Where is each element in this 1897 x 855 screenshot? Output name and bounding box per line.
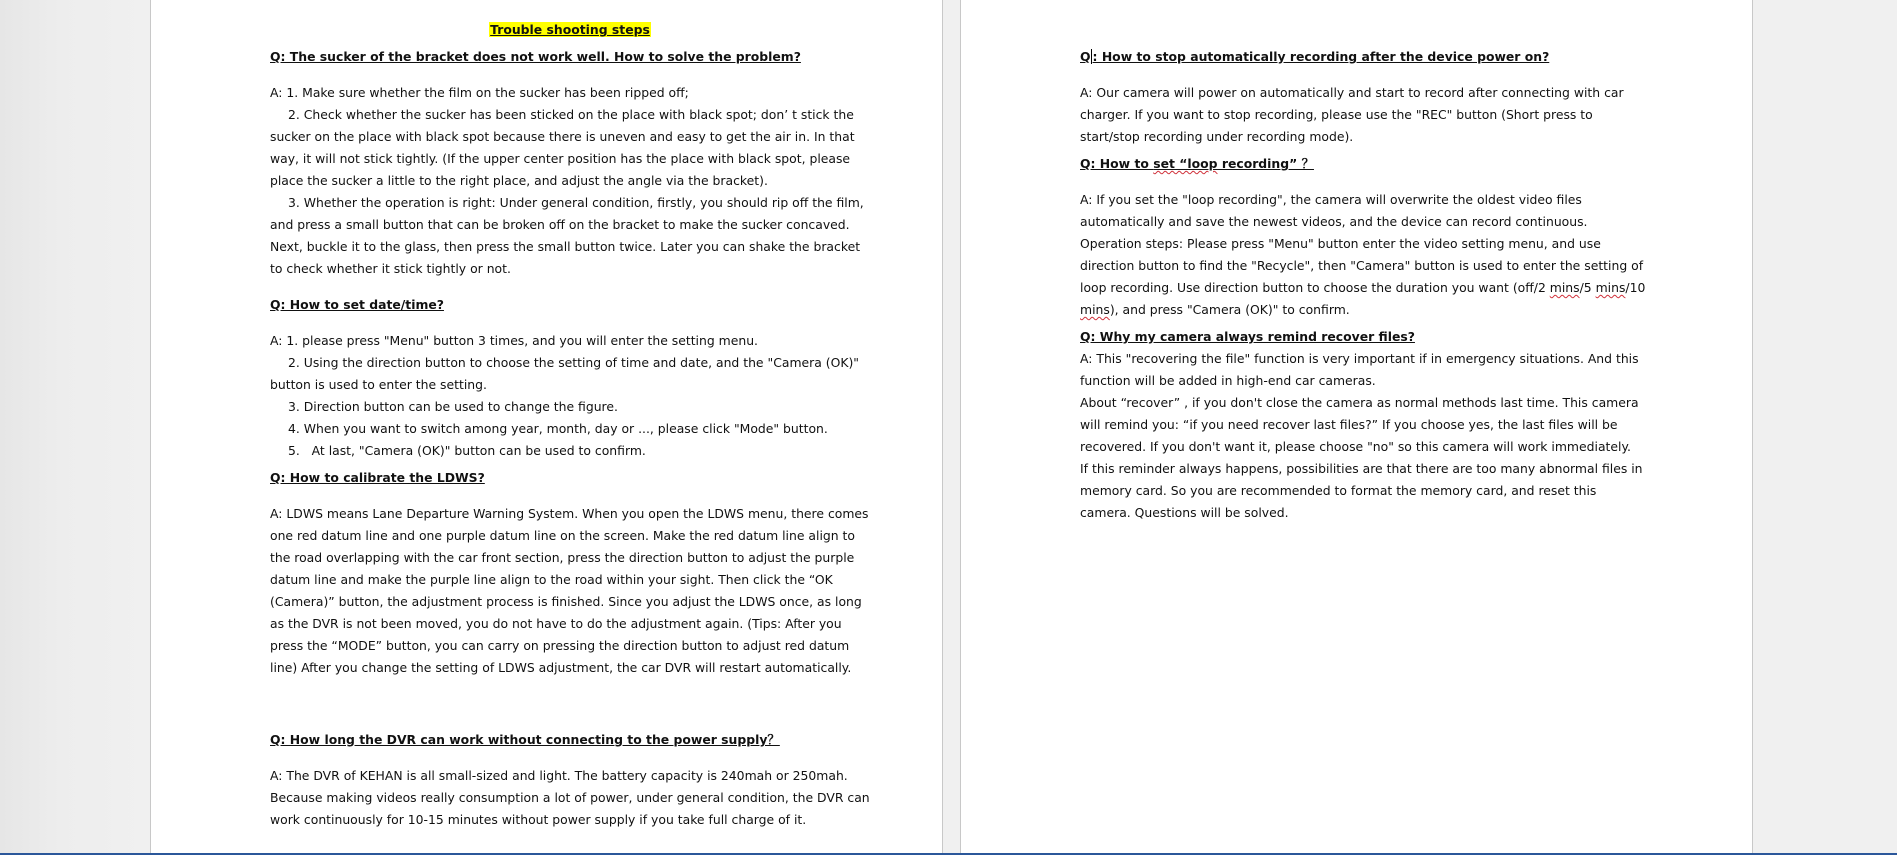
question-date-time: Q: How to set date/time? <box>270 297 444 312</box>
question-power-supply: Q: How long the DVR can work without connecting to the power supply？ <box>270 732 780 747</box>
page-content[interactable] <box>270 19 870 831</box>
answer-ldws: A: LDWS means Lane Departure Warning System. When you open the LDWS menu, there comes one red datum line and one purple datum line on the screen. Make the red datum line align to the road overlapping with the car front section, press the direction button to adjust the purple datum line and make the purple line align to the road within your sight. Then click the “OK (Camera)” button, the adjustment process is finished. Since you adjust the LDWS once, as long as the DVR is not been moved, you do not have to do the adjustment again. (Tips: After you press the “MODE” button, you can carry on pressing the direction button to adjust red datum line) After you change the setting of LDWS adjustment, the car DVR will restart automatically. <box>270 506 869 675</box>
document-page-right[interactable] <box>960 0 1753 853</box>
question-recover-files: Q: Why my camera always remind recover files? <box>1080 329 1415 344</box>
question-ldws: Q: How to calibrate the LDWS? <box>270 470 485 485</box>
document-page-left[interactable] <box>150 0 943 853</box>
answer-loop-recording: A: If you set the "loop recording", the camera will overwrite the oldest video files automatically and save the newest videos, and the device can record continuous. Operation steps: Please press "Menu" button enter the video setting menu, and use direction button to find the "Recycle", then "Camera" button is used to enter the setting of loop recording. Use direction button to choose the duration you want (off/2 mins/5 mins/10 mins), and press "Camera (OK)" to confirm. <box>1080 192 1646 317</box>
answer-stop-recording: A: Our camera will power on automatically and start to record after connecting with car charger. If you want to stop recording, please use the "REC" button (Short press to start/stop recording under recording mode). <box>1080 85 1624 144</box>
text-cursor <box>1091 49 1092 64</box>
document-title: Trouble shooting steps <box>490 22 650 37</box>
question-bracket-sucker: Q: The sucker of the bracket does not work well. How to solve the problem? <box>270 49 801 64</box>
answer-line: 2. Check whether the sucker has been sticked on the place with black spot; don’ t stick the sucker on the place with black spot because there is uneven and easy to get the air in. In that way, it will not stick tightly. (If the upper center position has the place with black spot, please place the sucker a little to the right place, and adjust the angle via the bracket). <box>270 107 855 188</box>
question-loop-recording: Q: How to set “loop recording” ？ <box>1080 156 1314 171</box>
answer-power-supply: A: The DVR of KEHAN is all small-sized and light. The battery capacity is 240mah or 250mah. Because making videos really consumption a lot of power, under general condition, the DVR can work continuously for 10-15 minutes without power supply if you take full charge of it. <box>270 768 870 827</box>
answer-line: 5. At last, "Camera (OK)" button can be used to confirm. <box>288 443 646 458</box>
answer-line: A: 1. please press "Menu" button 3 times, and you will enter the setting menu. <box>270 333 758 348</box>
answer-recover-files: A: This "recovering the file" function is very important if in emergency situations. And this function will be added in high-end car cameras. <box>1080 351 1639 388</box>
answer-line: 3. Direction button can be used to change the figure. <box>288 399 618 414</box>
question-stop-recording: Q : How to stop automatically recording after the device power on? <box>1080 49 1550 64</box>
page-content[interactable] <box>1080 19 1650 524</box>
answer-line: 2. Using the direction button to choose the setting of time and date, and the "Camera (OK)" button is used to enter the setting. <box>270 355 860 392</box>
answer-line: A: 1. Make sure whether the film on the sucker has been ripped off; <box>270 85 689 100</box>
answer-line: 4. When you want to switch among year, month, day or ..., please click "Mode" button. <box>288 421 828 436</box>
answer-recover-files: If this reminder always happens, possibilities are that there are too many abnormal files in memory card. So you are recommended to format the memory card, and reset this camera. Questions will be solved. <box>1080 461 1643 520</box>
answer-recover-files: About “recover” , if you don't close the camera as normal methods last time. This camera will remind you: “if you need recover last files?” If you choose yes, the last files will be recovered. If you don't want it, please choose "no" so this camera will work immediately. <box>1080 395 1639 454</box>
answer-line: 3. Whether the operation is right: Under general condition, firstly, you should rip off the film, and press a small button that can be broken off on the bracket to make the sucker concaved. Next, buckle it to the glass, then press the small button twice. Later you can shake the bracket to check whether it stick tightly or not. <box>270 195 864 276</box>
